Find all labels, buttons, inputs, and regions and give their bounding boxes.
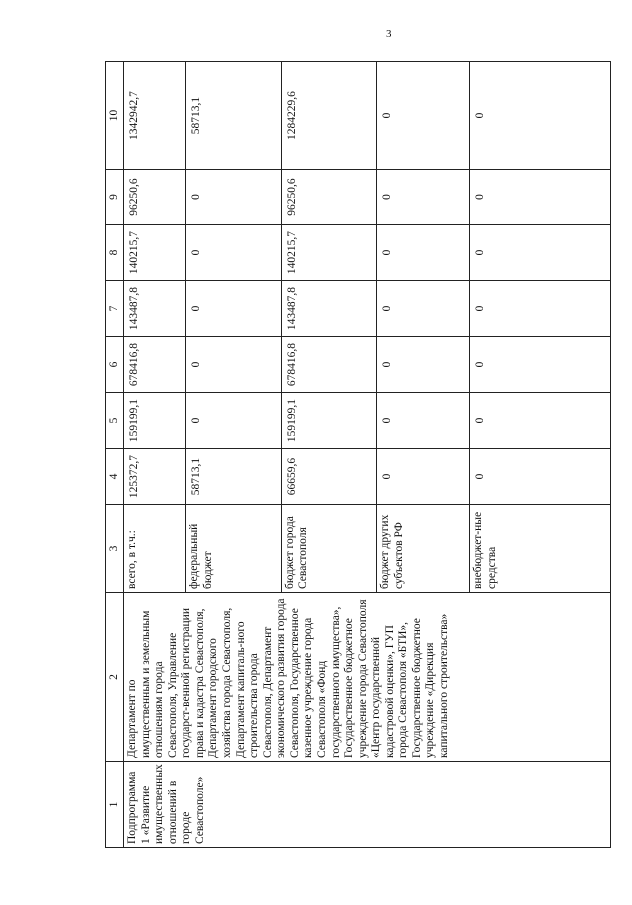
value-cell: 0: [470, 170, 611, 225]
value-cell: 0: [186, 225, 281, 281]
funding-source-cell: всего, в т.ч.:: [124, 505, 186, 593]
value-cell: 96250,6: [124, 170, 186, 225]
value-cell: 0: [470, 62, 611, 170]
value-cell: 0: [186, 337, 281, 393]
value-cell: 678416,8: [124, 337, 186, 393]
value-cell: 140215,7: [124, 225, 186, 281]
value-cell: 125372,7: [124, 449, 186, 505]
header-cell: 4: [106, 449, 124, 505]
value-cell: 0: [186, 393, 281, 449]
value-cell: 140215,7: [281, 225, 376, 281]
value-cell: 0: [470, 281, 611, 337]
value-cell: 159199,1: [124, 393, 186, 449]
value-cell: 58713,1: [186, 449, 281, 505]
value-cell: 0: [186, 170, 281, 225]
value-cell: 0: [377, 62, 470, 170]
value-cell: 1342942,7: [124, 62, 186, 170]
value-cell: 0: [470, 225, 611, 281]
header-cell: 9: [106, 170, 124, 225]
table-row: [124, 62, 186, 848]
value-cell: 0: [186, 281, 281, 337]
funding-table: [105, 61, 611, 848]
value-cell: 0: [377, 170, 470, 225]
header-cell: 7: [106, 281, 124, 337]
rotated-table-container: [105, 62, 611, 848]
executors-cell: Департамент по имущественным и земельным отношениям города Севастополя, Управление государст-венной регистрации права и кадастра Севастополя, Департамент городского хозяйства города Севастополя, Департамент капиталь-ного строительства города Севастополя, Департамент экономического развития города Севастополя, Государственное казенное учреждение города Севастополя «Фонд государственного имущества», Государственное бюджетное учреждение города Севастополя «Центр государственной кадастровой оценки», ГУП города Севастополя «БТИ», Государственное бюджетное учреждение «Дирекция капитального строительства»: [124, 593, 611, 762]
value-cell: 0: [470, 393, 611, 449]
funding-source-cell: внебюджет-ные средства: [470, 505, 611, 593]
header-cell: 5: [106, 393, 124, 449]
value-cell: 0: [377, 449, 470, 505]
header-cell: 2: [106, 593, 124, 762]
header-cell: 10: [106, 62, 124, 170]
header-cell: 8: [106, 225, 124, 281]
value-cell: 143487,8: [124, 281, 186, 337]
program-name-cell: Подпрограмма 1 «Развитие имущественных отношений в городе Севастополе»: [124, 762, 611, 848]
header-row: [106, 62, 124, 848]
value-cell: 678416,8: [281, 337, 376, 393]
value-cell: 0: [377, 281, 470, 337]
value-cell: 143487,8: [281, 281, 376, 337]
value-cell: 58713,1: [186, 62, 281, 170]
header-cell: 3: [106, 505, 124, 593]
value-cell: 0: [470, 337, 611, 393]
page-number: 3: [386, 28, 392, 40]
funding-source-cell: федеральный бюджет: [186, 505, 281, 593]
value-cell: 66659,6: [281, 449, 376, 505]
value-cell: 1284229,6: [281, 62, 376, 170]
value-cell: 96250,6: [281, 170, 376, 225]
funding-source-cell: бюджет города Севастополя: [281, 505, 376, 593]
value-cell: 0: [377, 393, 470, 449]
funding-source-cell: бюджет других субъектов РФ: [377, 505, 470, 593]
header-cell: 6: [106, 337, 124, 393]
value-cell: 0: [377, 225, 470, 281]
header-cell: 1: [106, 762, 124, 848]
value-cell: 159199,1: [281, 393, 376, 449]
value-cell: 0: [470, 449, 611, 505]
value-cell: 0: [377, 337, 470, 393]
